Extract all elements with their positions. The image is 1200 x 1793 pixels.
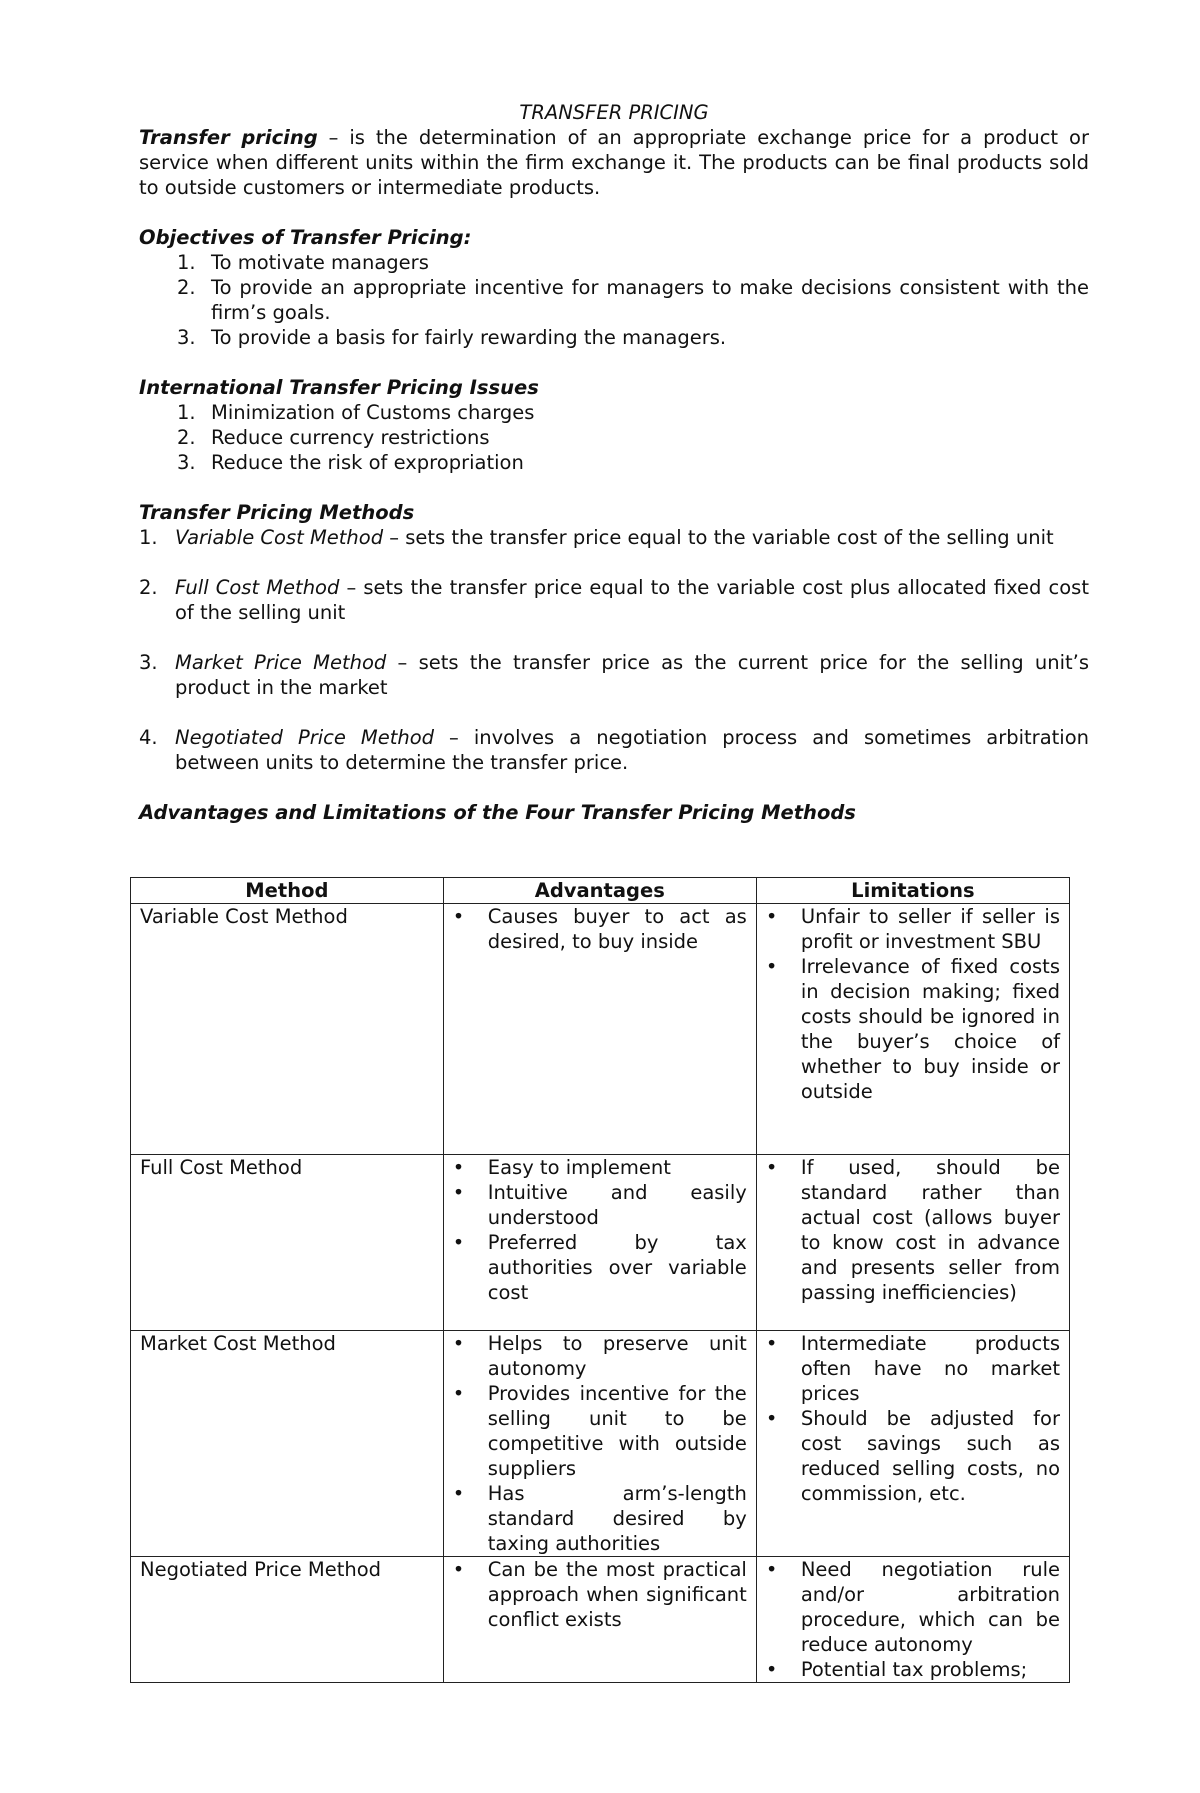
definition-text: – is the determination of an appropriate exchange price for a product or service when different units within the firm exchange it. The products can be final products sold to outside customers or intermediate products. xyxy=(139,126,1089,199)
table-row xyxy=(131,904,1070,1155)
list-item: 1. Minimization of Customs charges xyxy=(177,401,535,424)
bullet-icon: • xyxy=(452,1231,465,1254)
method-item: 3. Market Price Method – sets the transfer price as the current price for the selling unit’s product in the market xyxy=(139,651,1090,699)
bullet-icon: • xyxy=(452,1332,465,1355)
page-title: TRANSFER PRICING xyxy=(519,101,709,124)
list-item: • Can be the most practical approach when significant conflict exists xyxy=(452,1558,747,1631)
list-item: • If used, should be standard rather than actual cost (allows buyer to know cost in advance and presents seller from passing inefficiencies) xyxy=(765,1156,1060,1304)
list-item: • Provides incentive for the selling unit to be competitive with outside suppliers xyxy=(452,1382,747,1480)
bullet-icon: • xyxy=(452,905,465,928)
list-item: 3. Reduce the risk of expropriation xyxy=(177,451,524,474)
advantages-cell xyxy=(443,1155,756,1331)
document-body xyxy=(139,100,1089,825)
method-cell: Negotiated Price Method xyxy=(131,1557,444,1683)
list-item: 3. To provide a basis for fairly rewarding the managers. xyxy=(177,326,727,349)
bullet-icon: • xyxy=(765,1658,778,1681)
methods-heading: Transfer Pricing Methods xyxy=(139,501,415,524)
advantages-cell xyxy=(443,1557,756,1683)
bullet-icon: • xyxy=(765,1332,778,1355)
header-advantages: Advantages xyxy=(443,878,756,904)
list-item: • Irrelevance of fixed costs in decision making; fixed costs should be ignored in the buyer’s choice of whether to buy inside or outside xyxy=(765,955,1060,1103)
limitations-cell xyxy=(756,1557,1069,1683)
bullet-icon: • xyxy=(765,955,778,978)
methods-list xyxy=(139,525,1089,775)
bullet-icon: • xyxy=(765,905,778,928)
list-item: • Unfair to seller if seller is profit or investment SBU xyxy=(765,905,1060,953)
method-cell: Full Cost Method xyxy=(131,1155,444,1331)
advantages-cell xyxy=(443,1331,756,1557)
table-row xyxy=(131,1557,1070,1683)
list-item: 1. To motivate managers xyxy=(177,251,429,274)
list-item: • Intuitive and easily understood xyxy=(452,1181,747,1229)
bullet-icon: • xyxy=(765,1558,778,1581)
limitations-cell xyxy=(756,1155,1069,1331)
bullet-icon: • xyxy=(765,1407,778,1430)
list-item: • Should be adjusted for cost savings such as reduced selling costs, no commission, etc. xyxy=(765,1407,1060,1505)
methods-table xyxy=(130,877,1070,1683)
list-item: • Has arm’s-length standard desired by taxing authorities xyxy=(452,1482,747,1555)
method-item: 4. Negotiated Price Method – involves a negotiation process and sometimes arbitration between units to determine the transfer price. xyxy=(139,726,1089,774)
table-heading: Advantages and Limitations of the Four Transfer Pricing Methods xyxy=(139,801,856,824)
method-item: 2. Full Cost Method – sets the transfer price equal to the variable cost plus allocated fixed cost of the selling unit xyxy=(139,576,1089,624)
method-cell: Variable Cost Method xyxy=(131,904,444,1155)
bullet-icon: • xyxy=(452,1482,465,1505)
header-limitations: Limitations xyxy=(756,878,1069,904)
limitations-cell xyxy=(756,904,1069,1155)
list-item: 2. To provide an appropriate incentive for managers to make decisions consistent with the firm’s goals. xyxy=(177,276,1089,324)
objectives-list xyxy=(139,250,1089,350)
bullet-icon: • xyxy=(452,1558,465,1581)
bullet-icon: • xyxy=(452,1156,465,1179)
definition-term: Transfer pricing xyxy=(139,126,318,149)
bullet-icon: • xyxy=(452,1382,465,1405)
list-item: • Potential tax problems; xyxy=(765,1658,1028,1681)
limitations-cell xyxy=(756,1331,1069,1557)
list-item: • Intermediate products often have no market prices xyxy=(765,1332,1060,1405)
list-item: • Preferred by tax authorities over variable cost xyxy=(452,1231,747,1304)
list-item: • Easy to implement xyxy=(452,1156,671,1179)
table-row xyxy=(131,1331,1070,1557)
header-method: Method xyxy=(131,878,444,904)
international-list xyxy=(139,400,1089,475)
list-item: • Causes buyer to act as desired, to buy inside xyxy=(452,905,747,953)
objectives-heading: Objectives of Transfer Pricing: xyxy=(139,226,472,249)
table-header-row xyxy=(131,878,1070,904)
table-row xyxy=(131,1155,1070,1331)
method-cell: Market Cost Method xyxy=(131,1331,444,1557)
method-item: 1. Variable Cost Method – sets the transfer price equal to the variable cost of the selling unit xyxy=(139,526,1054,549)
list-item: • Helps to preserve unit autonomy xyxy=(452,1332,747,1380)
list-item: • Need negotiation rule and/or arbitration procedure, which can be reduce autonomy xyxy=(765,1558,1060,1656)
international-heading: International Transfer Pricing Issues xyxy=(139,376,539,399)
advantages-cell xyxy=(443,904,756,1155)
list-item: 2. Reduce currency restrictions xyxy=(177,426,490,449)
bullet-icon: • xyxy=(765,1156,778,1179)
bullet-icon: • xyxy=(452,1181,465,1204)
definition-paragraph xyxy=(139,125,1089,200)
